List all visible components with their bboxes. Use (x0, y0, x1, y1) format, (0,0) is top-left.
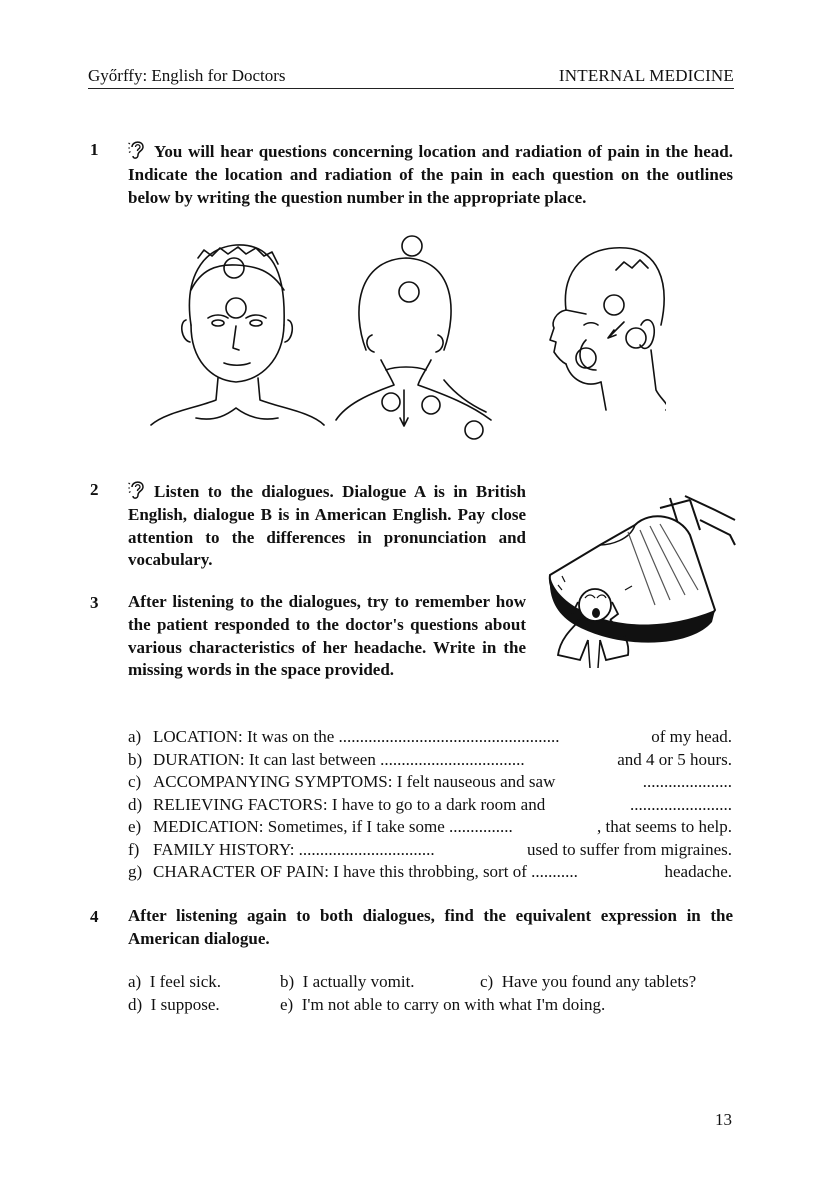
header-section-title: INTERNAL MEDICINE (558, 66, 734, 85)
exercise-4-row-1 (128, 971, 734, 994)
exercise-4-item-d: d) I suppose. (128, 994, 220, 1014)
exercise-4-item-a: a) I feel sick. (128, 972, 221, 991)
exercise-3-item-g: g) CHARACTER OF PAIN: I have this throbbing, sort of ........... headache. (128, 862, 732, 881)
exercise-2-instruction (128, 478, 526, 572)
head-outlines-illustration (146, 230, 666, 445)
ear-icon (128, 138, 146, 160)
exercise-3-instruction: After listening to the dialogues, try to remember how the patient responded to the doctor's questions about various characteristics of her headache. Write in the missing words in the space provided. (128, 592, 526, 680)
exercise-4-instruction: After listening again to both dialogues, find the equivalent expression in the American dialogue. (128, 906, 733, 948)
exercise-1-instruction (128, 138, 733, 209)
ear-icon (128, 478, 146, 500)
exercise-3-item-c: c) ACCOMPANYING SYMPTOMS: I felt nauseous and saw ..................... (128, 772, 732, 791)
exercise-3-item-f: f) FAMILY HISTORY: ................................ used to suffer from migraines. (128, 839, 732, 859)
exercise-3-items (128, 726, 734, 884)
exercise-3-item-a: a) LOCATION: It was on the .................................................... of my head. (128, 727, 732, 746)
running-header (88, 64, 734, 89)
exercise-3-item-b: b) DURATION: It can last between .................................. and 4 or 5 hours. (128, 749, 732, 769)
exercise-4-number: 4 (90, 907, 99, 926)
front-head-outline (151, 245, 324, 425)
exercise-1-text: You will hear questions concerning location and radiation of pain in the head. Indicate the location and radiation of the pain in each question on the outlines below by writing the question number in the appropriate place. (128, 142, 733, 207)
side-head-outline (550, 248, 666, 410)
header-book-title: Győrffy: English for Doctors (88, 66, 286, 85)
exercise-4-item-c: c) Have you found any tablets? (480, 972, 697, 991)
exercise-4-items (128, 971, 734, 1016)
exercise-4-row-2 (128, 994, 734, 1017)
exercise-3-number: 3 (90, 593, 99, 612)
exercise-3-item-e: e) MEDICATION: Sometimes, if I take some ............... , that seems to help. (128, 817, 732, 836)
headache-bell-illustration (540, 490, 740, 690)
exercise-4-item-b: b) I actually vomit. (280, 972, 415, 991)
exercise-3-item-d: d) RELIEVING FACTORS: I have to go to a dark room and ........................ (128, 794, 732, 814)
exercise-2-number: 2 (90, 480, 99, 499)
back-head-outline (336, 236, 491, 439)
exercise-4-item-e: e) I'm not able to carry on with what I'm doing. (280, 994, 606, 1014)
page-number: 13 (715, 1110, 732, 1129)
exercise-2-text: Listen to the dialogues. Dialogue A is in British English, dialogue B is in American English. Pay close attention to the differences in pronunciation and vocabulary. (128, 482, 526, 570)
exercise-1-number: 1 (90, 140, 99, 159)
